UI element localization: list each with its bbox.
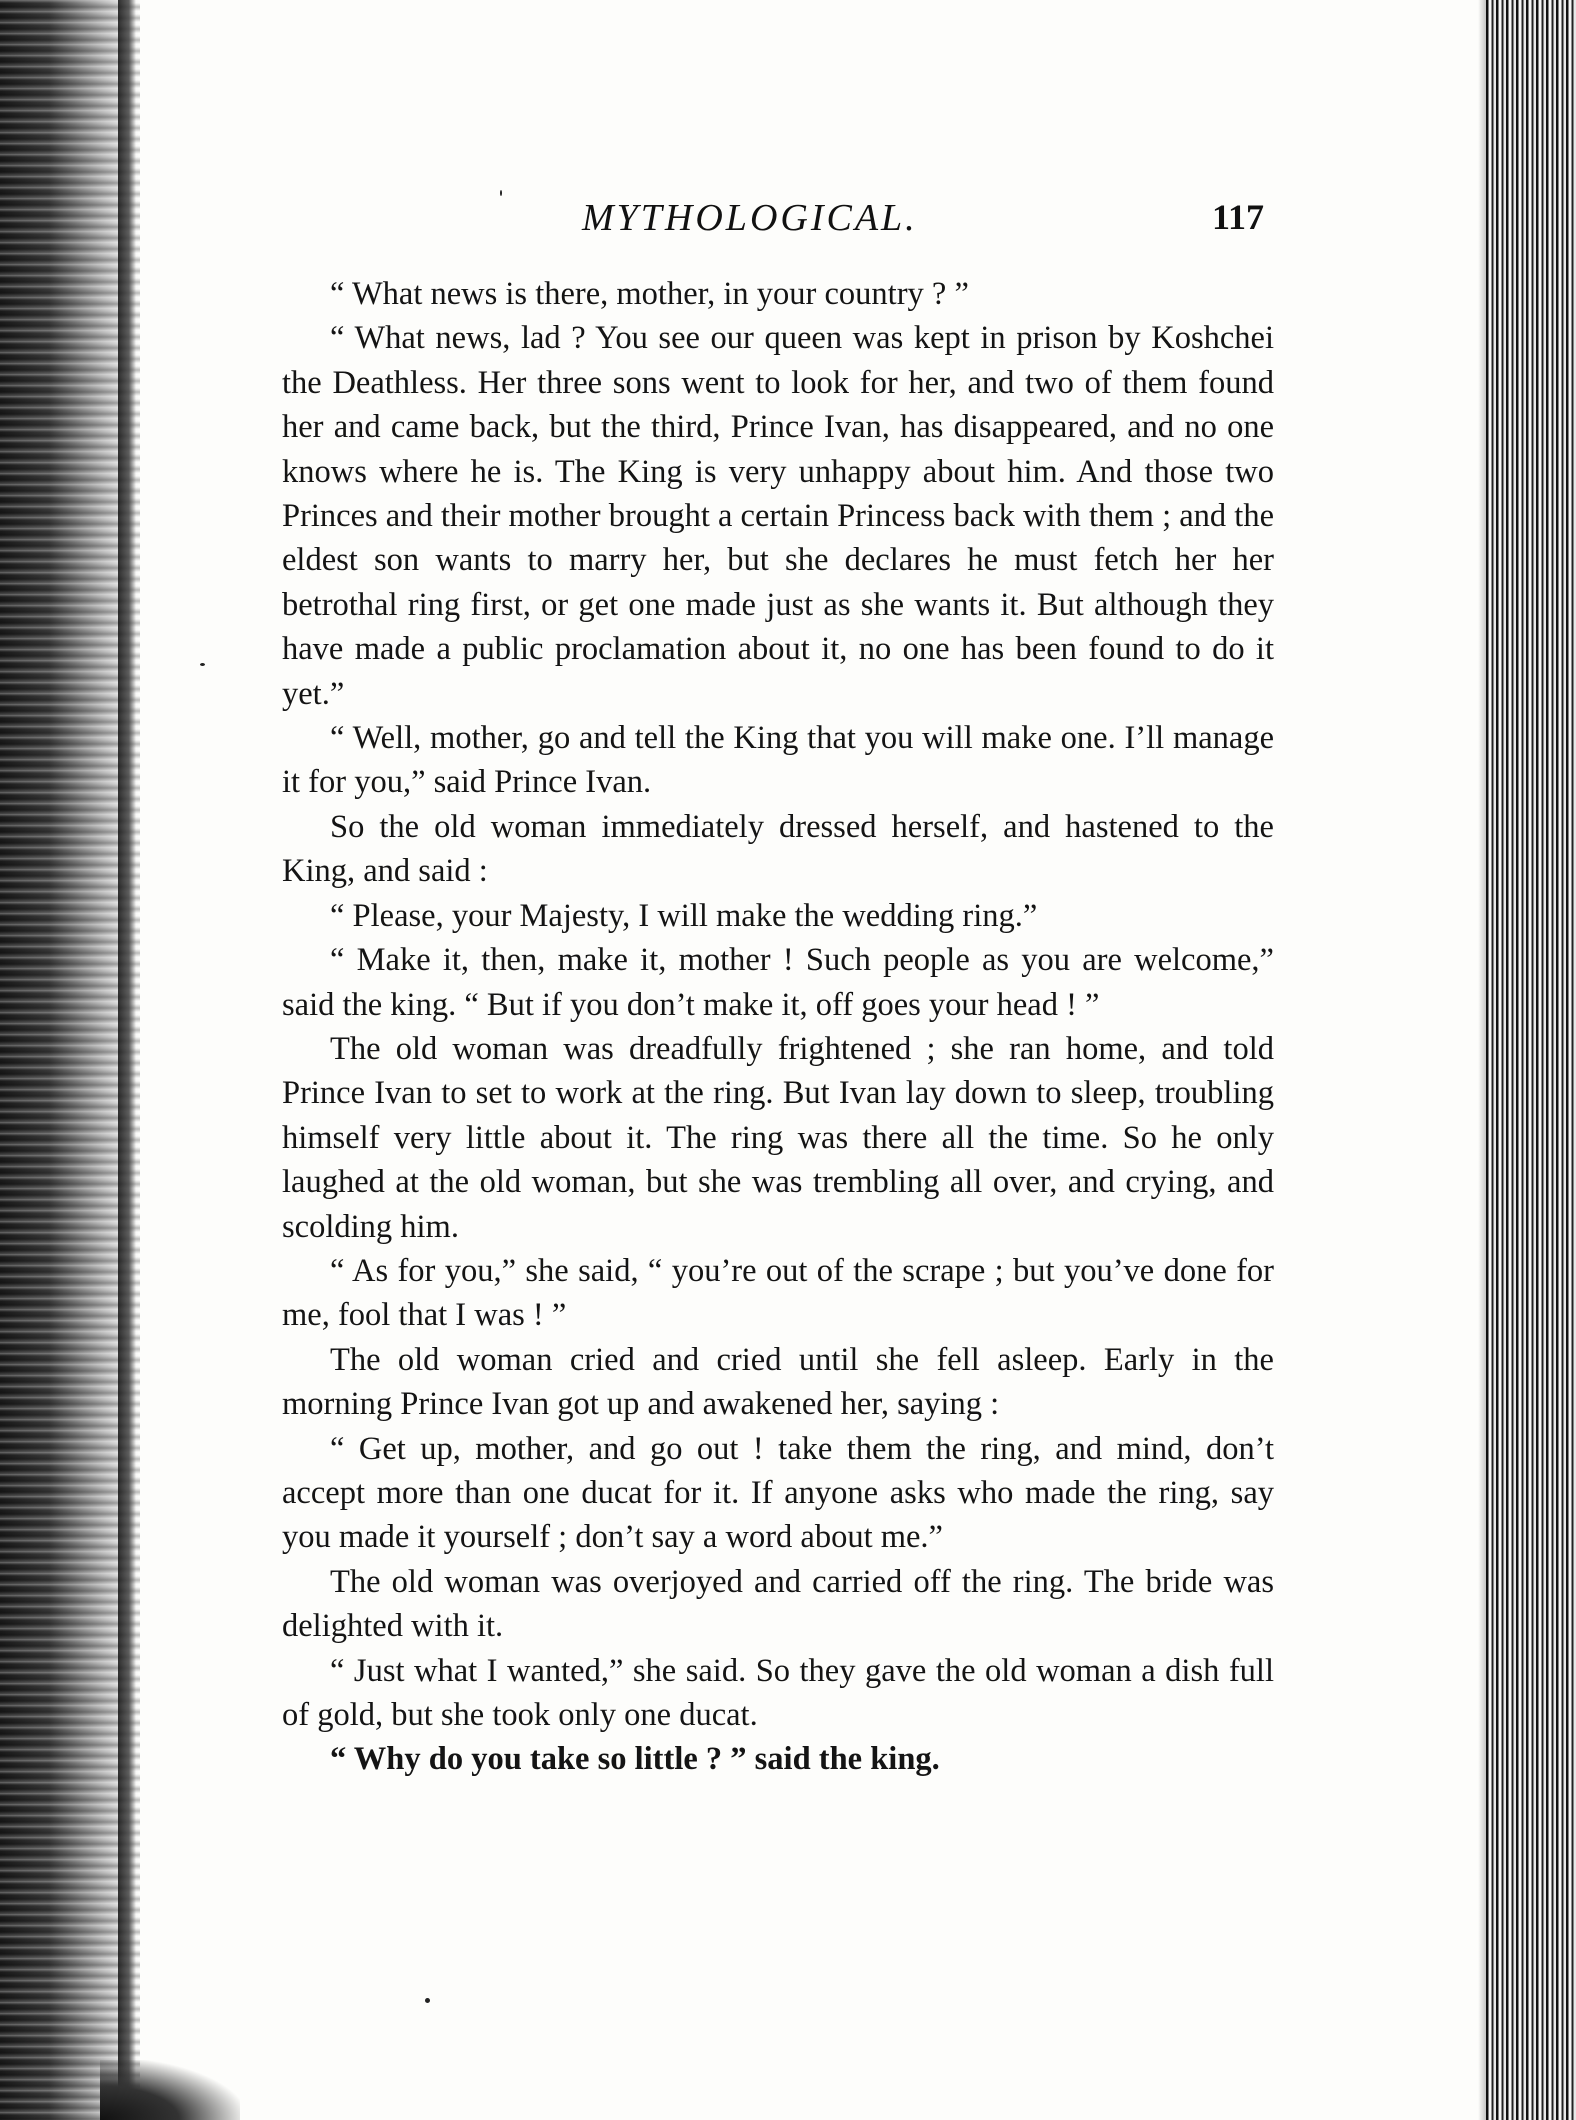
paragraph: The old woman was dreadfully frightened ; she ran home, and told Prince Ivan to set to work at the ring. But Ivan lay down to sleep, troubling himself very little about it. The ring was there all the time. So he only laughed at the old woman, but she was trembling all over, and crying, and scolding him. (282, 1030, 1274, 1245)
paragraph: The old woman cried and cried until she fell asleep. Early in the morning Prince Ivan got up and awakened her, saying : (282, 1341, 1274, 1423)
paragraph: “ What news is there, mother, in your country ? ” (330, 276, 969, 312)
binding-shadow (118, 0, 136, 2120)
paragraph: “ As for you,” she said, “ you’re out of the scrape ; but you’ve done for me, fool that I was ! ” (282, 1252, 1274, 1334)
page-edges-stack (1486, 0, 1576, 2120)
print-speck (425, 1998, 430, 2003)
page-curl-shadow (100, 2060, 240, 2120)
running-title: MYTHOLOGICAL. (582, 197, 918, 239)
paragraph: “ Why do you take so little ? ” said the king. (330, 1741, 940, 1778)
paragraph: “ Just what I wanted,” she said. So they gave the old woman a dish full of gold, but she took only one ducat. (282, 1652, 1274, 1733)
body-text (282, 272, 1274, 1782)
print-speck (200, 663, 205, 666)
page-number: 117 (1211, 197, 1264, 237)
paragraph: The old woman was overjoyed and carried off the ring. The bride was delighted with it. (282, 1563, 1274, 1645)
paragraph: So the old woman immediately dressed herself, and hastened to the King, and said : (282, 808, 1274, 890)
print-speck (500, 190, 502, 196)
paragraph: “ What news, lad ? You see our queen was kept in prison by Koshchei the Deathless. Her three sons went to look for her, and two of them found her and came back, but the third, Prince Ivan, has disappeared, and no one knows where he is. The King is very unhappy about him. And those two Princes and their mother brought a certain Princess back with them ; and the eldest son wants to marry her, but she declares he must fetch her her betrothal ring first, or get one made just as she wants it. But although they have made a public proclamation about it, no one has been found to do it yet.” (282, 320, 1274, 712)
paragraph: “ Make it, then, make it, mother ! Such people as you are welcome,” said the king. “ But if you don’t make it, off goes your head ! ” (282, 942, 1274, 1023)
paragraph: “ Well, mother, go and tell the King that you will make one. I’ll manage it for you,” said Prince Ivan. (282, 720, 1274, 801)
page-header (282, 196, 1274, 252)
paragraph: “ Get up, mother, and go out ! take them the ring, and mind, don’t accept more than one ducat for it. If anyone asks who made the ring, say you made it yourself ; don’t say a word about me.” (282, 1430, 1274, 1556)
paragraph: “ Please, your Majesty, I will make the wedding ring.” (330, 897, 1038, 934)
